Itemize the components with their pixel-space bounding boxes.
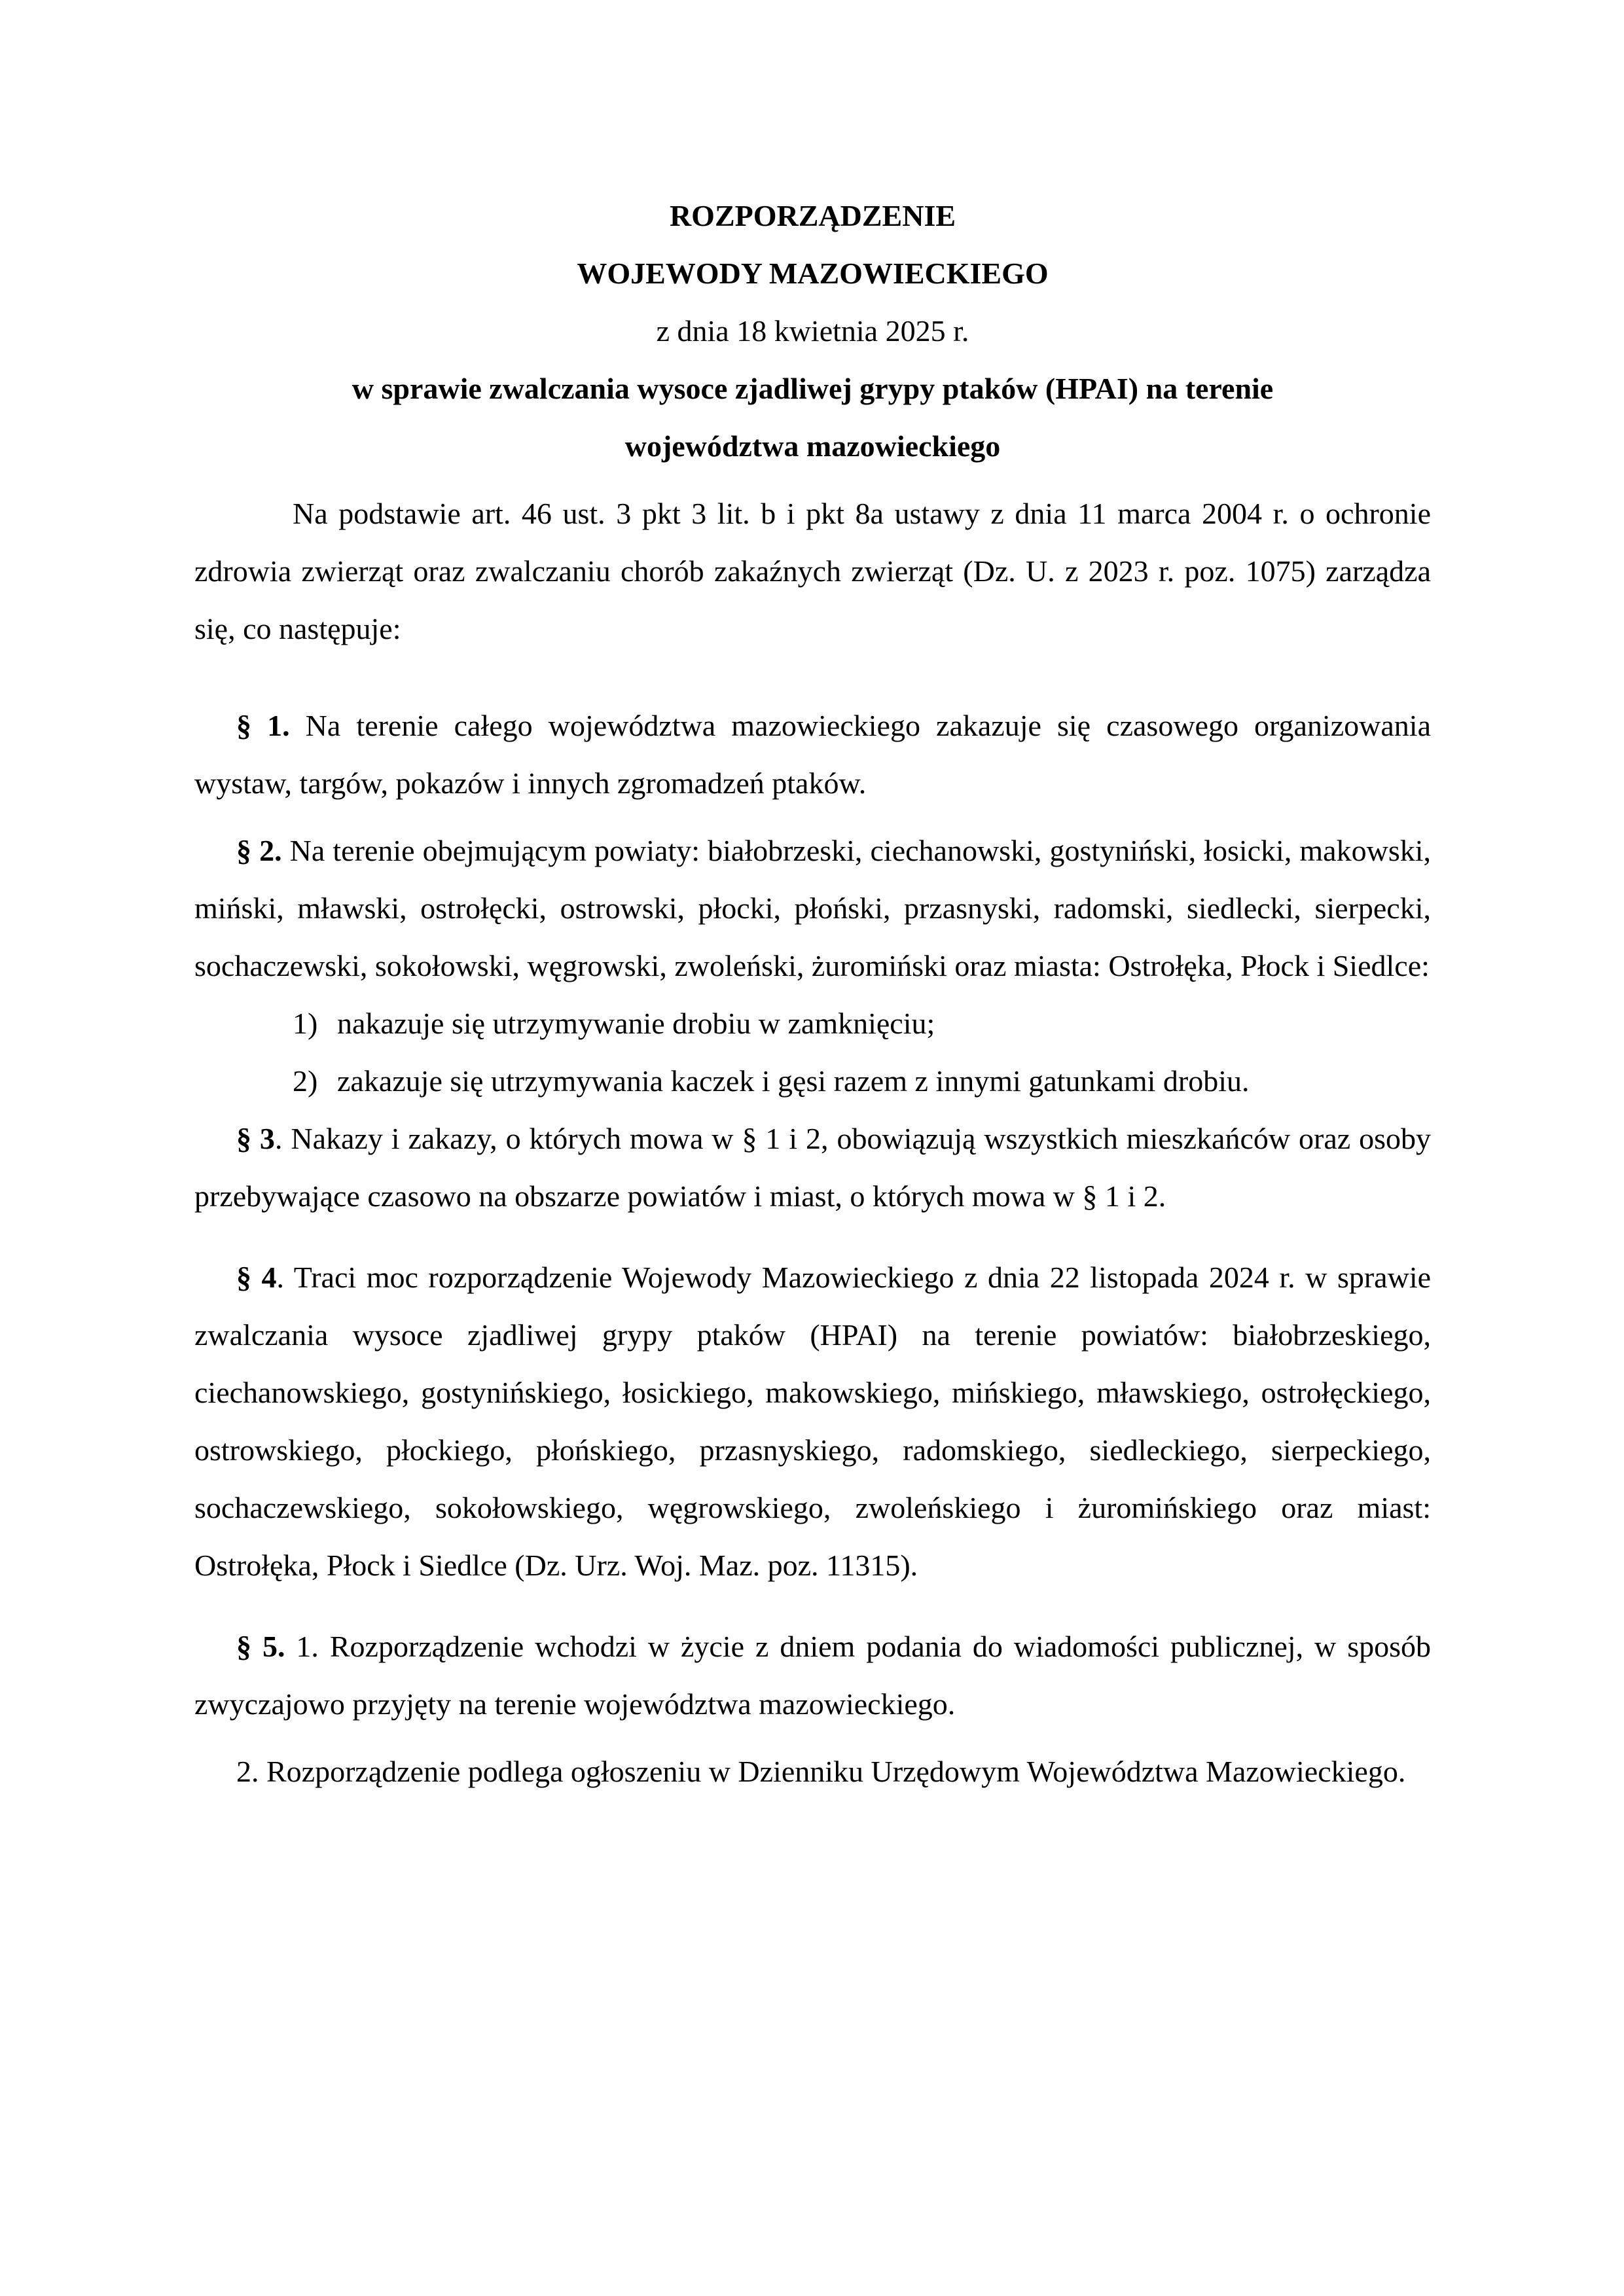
title-line-2: WOJEWODY MAZOWIECKIEGO	[577, 257, 1049, 290]
section-2	[194, 822, 1431, 995]
section-4-label: § 4	[236, 1261, 277, 1294]
section-1	[194, 697, 1431, 812]
subject-line-2: województwa mazowieckiego	[624, 429, 1001, 463]
section-1-text: Na terenie całego województwa mazowieckiego zakazuje się czasowego organizowania wystaw, targów, pokazów i innych zgromadzeń ptaków.	[194, 709, 1431, 800]
list-item	[194, 995, 1431, 1052]
section-3	[194, 1110, 1431, 1225]
preamble: Na podstawie art. 46 ust. 3 pkt 3 lit. b i pkt 8a ustawy z dnia 11 marca 2004 r. o ochronie zdrowia zwierząt oraz zwalczaniu chorób zakaźnych zwierząt (Dz. U. z 2023 r. poz. 1075) zarządza się, co następuje:	[194, 497, 1431, 645]
section-2-text: Na terenie obejmującym powiaty: białobrzeski, ciechanowski, gostyniński, łosicki, makowski, miński, mławski, ostrołęcki, ostrowski, płocki, płoński, przasnyski, radomski, siedlecki, sierpecki, sochaczewski, sokołowski, węgrowski, zwoleński, żuromiński oraz miasta: Ostrołęka, Płock i Siedlce:	[194, 834, 1432, 982]
list-item-text: zakazuje się utrzymywania kaczek i gęsi razem z innymi gatunkami drobiu.	[337, 1064, 1250, 1098]
list-item-text: nakazuje się utrzymywanie drobiu w zamknięciu;	[337, 1007, 935, 1040]
list-item	[194, 1052, 1431, 1110]
document-title	[194, 187, 1431, 302]
document-page	[194, 187, 1431, 1801]
section-5-label: § 5.	[236, 1630, 285, 1663]
section-2-list	[194, 995, 1431, 1110]
section-4	[194, 1249, 1431, 1594]
list-item-number: 1)	[293, 1007, 318, 1040]
section-3-label: § 3	[236, 1122, 275, 1155]
section-5-paragraph-2: 2. Rozporządzenie podlega ogłoszeniu w Dzienniku Urzędowym Województwa Mazowieckiego.	[236, 1755, 1406, 1788]
section-4-text: . Traci moc rozporządzenie Wojewody Mazowieckiego z dnia 22 listopada 2024 r. w sprawie zwalczania wysoce zjadliwej grypy ptaków (HPAI) na terenie powiatów: białobrzeskiego, ciechanowskiego, gostynińskiego, łosickiego, makowskiego, mińskiego, mławskiego, ostrołęckiego, ostrowskiego, płockiego, płońskiego, przasnyskiego, radomskiego, siedleckiego, sierpeckiego, sochaczewskiego, sokołowskiego, węgrowskiego, zwoleńskiego i żuromińskiego oraz miast: Ostrołęka, Płock i Siedlce (Dz. Urz. Woj. Maz. poz. 11315).	[194, 1261, 1432, 1582]
title-line-1: ROZPORZĄDZENIE	[669, 199, 956, 232]
section-3-text: . Nakazy i zakazy, o których mowa w § 1 i 2, obowiązują wszystkich mieszkańców oraz osoby przebywające czasowo na obszarze powiatów i miast, o których mowa w § 1 i 2.	[194, 1122, 1432, 1213]
document-date: z dnia 18 kwietnia 2025 r.	[656, 314, 969, 348]
document-subject	[194, 360, 1431, 475]
section-5-text: 1. Rozporządzenie wchodzi w życie z dniem podania do wiadomości publicznej, w sposób zwyczajowo przyjęty na terenie województwa mazowieckiego.	[194, 1630, 1431, 1721]
section-2-label: § 2.	[236, 834, 282, 867]
section-1-label: § 1.	[236, 709, 290, 742]
section-5	[194, 1618, 1431, 1733]
subject-line-1: w sprawie zwalczania wysoce zjadliwej grypy ptaków (HPAI) na terenie	[352, 372, 1274, 405]
list-item-number: 2)	[293, 1064, 318, 1098]
